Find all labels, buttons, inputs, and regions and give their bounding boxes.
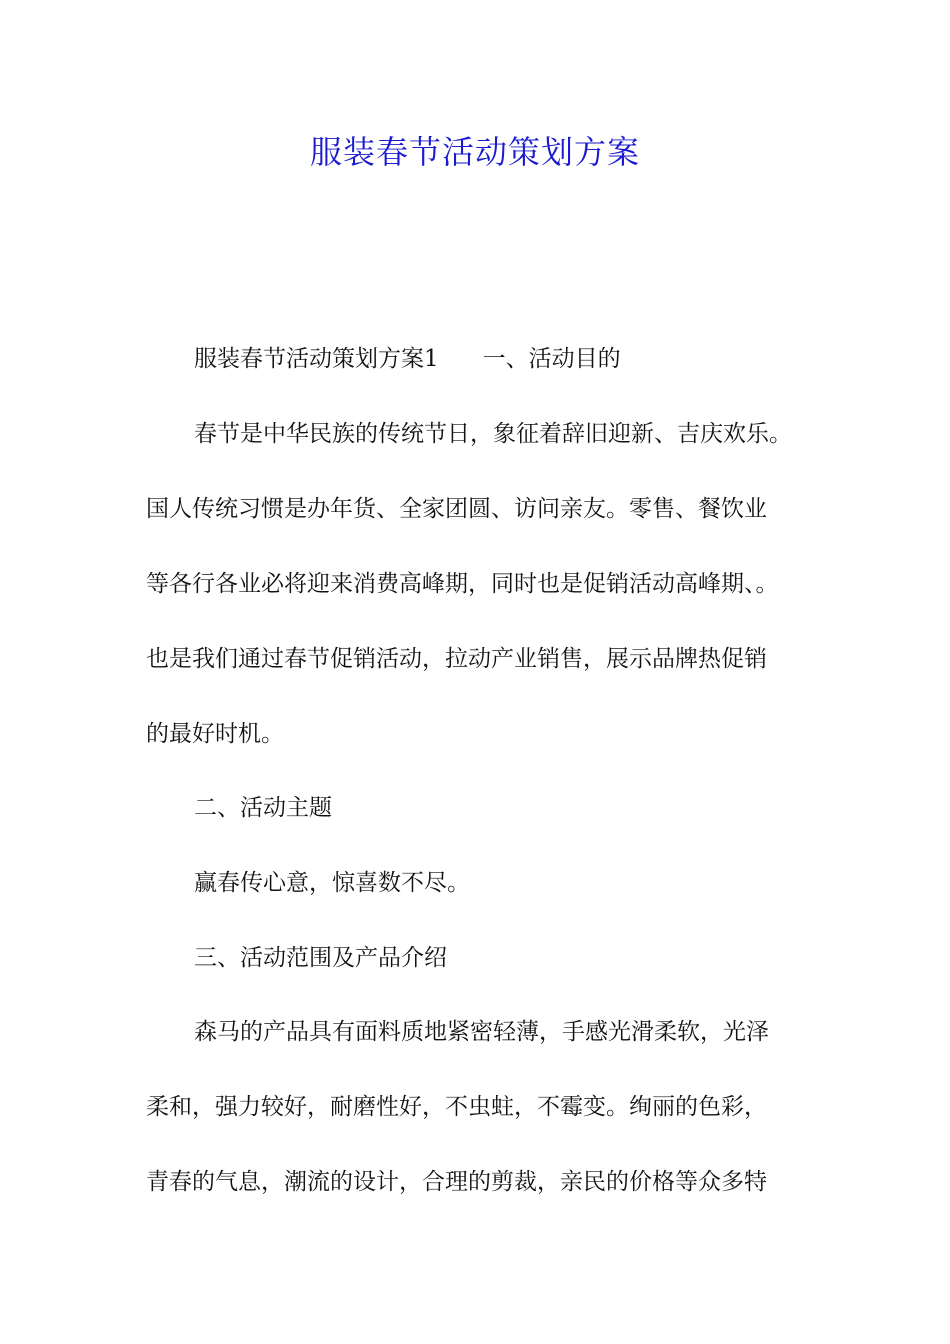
plan-heading-line [194,341,894,377]
section-heading-theme: 二、活动主题 [194,795,332,821]
paragraph-line: 青春的气息，潮流的设计，合理的剪裁，亲民的价格等众多特 [146,1169,767,1195]
document-title: 服装春节活动策划方案 [309,133,640,171]
paragraph-line: 的最好时机。 [146,721,284,747]
paragraph-line: 也是我们通过春节促销活动，拉动产业销售，展示品牌热促销 [146,646,767,672]
paragraph-line: 森马的产品具有面料质地紧密轻薄，手感光滑柔软，光泽 [194,1019,769,1045]
plan-name: 服装春节活动策划方案1 [194,346,439,372]
section-heading-scope: 三、活动范围及产品介绍 [194,945,447,971]
paragraph-line: 柔和，强力较好，耐磨性好，不虫蛀，不霉变。绚丽的色彩， [146,1094,767,1120]
paragraph-line: 国人传统习惯是办年货、全家团圆、访问亲友。零售、餐饮业 [146,496,767,522]
theme-text: 赢春传心意，惊喜数不尽。 [194,870,470,896]
section-heading-purpose: 一、活动目的 [482,346,621,372]
paragraph-line: 等各行各业必将迎来消费高峰期，同时也是促销活动高峰期、。 [146,571,779,597]
paragraph-line: 春节是中华民族的传统节日，象征着辞旧迎新、吉庆欢乐。 [194,421,792,447]
